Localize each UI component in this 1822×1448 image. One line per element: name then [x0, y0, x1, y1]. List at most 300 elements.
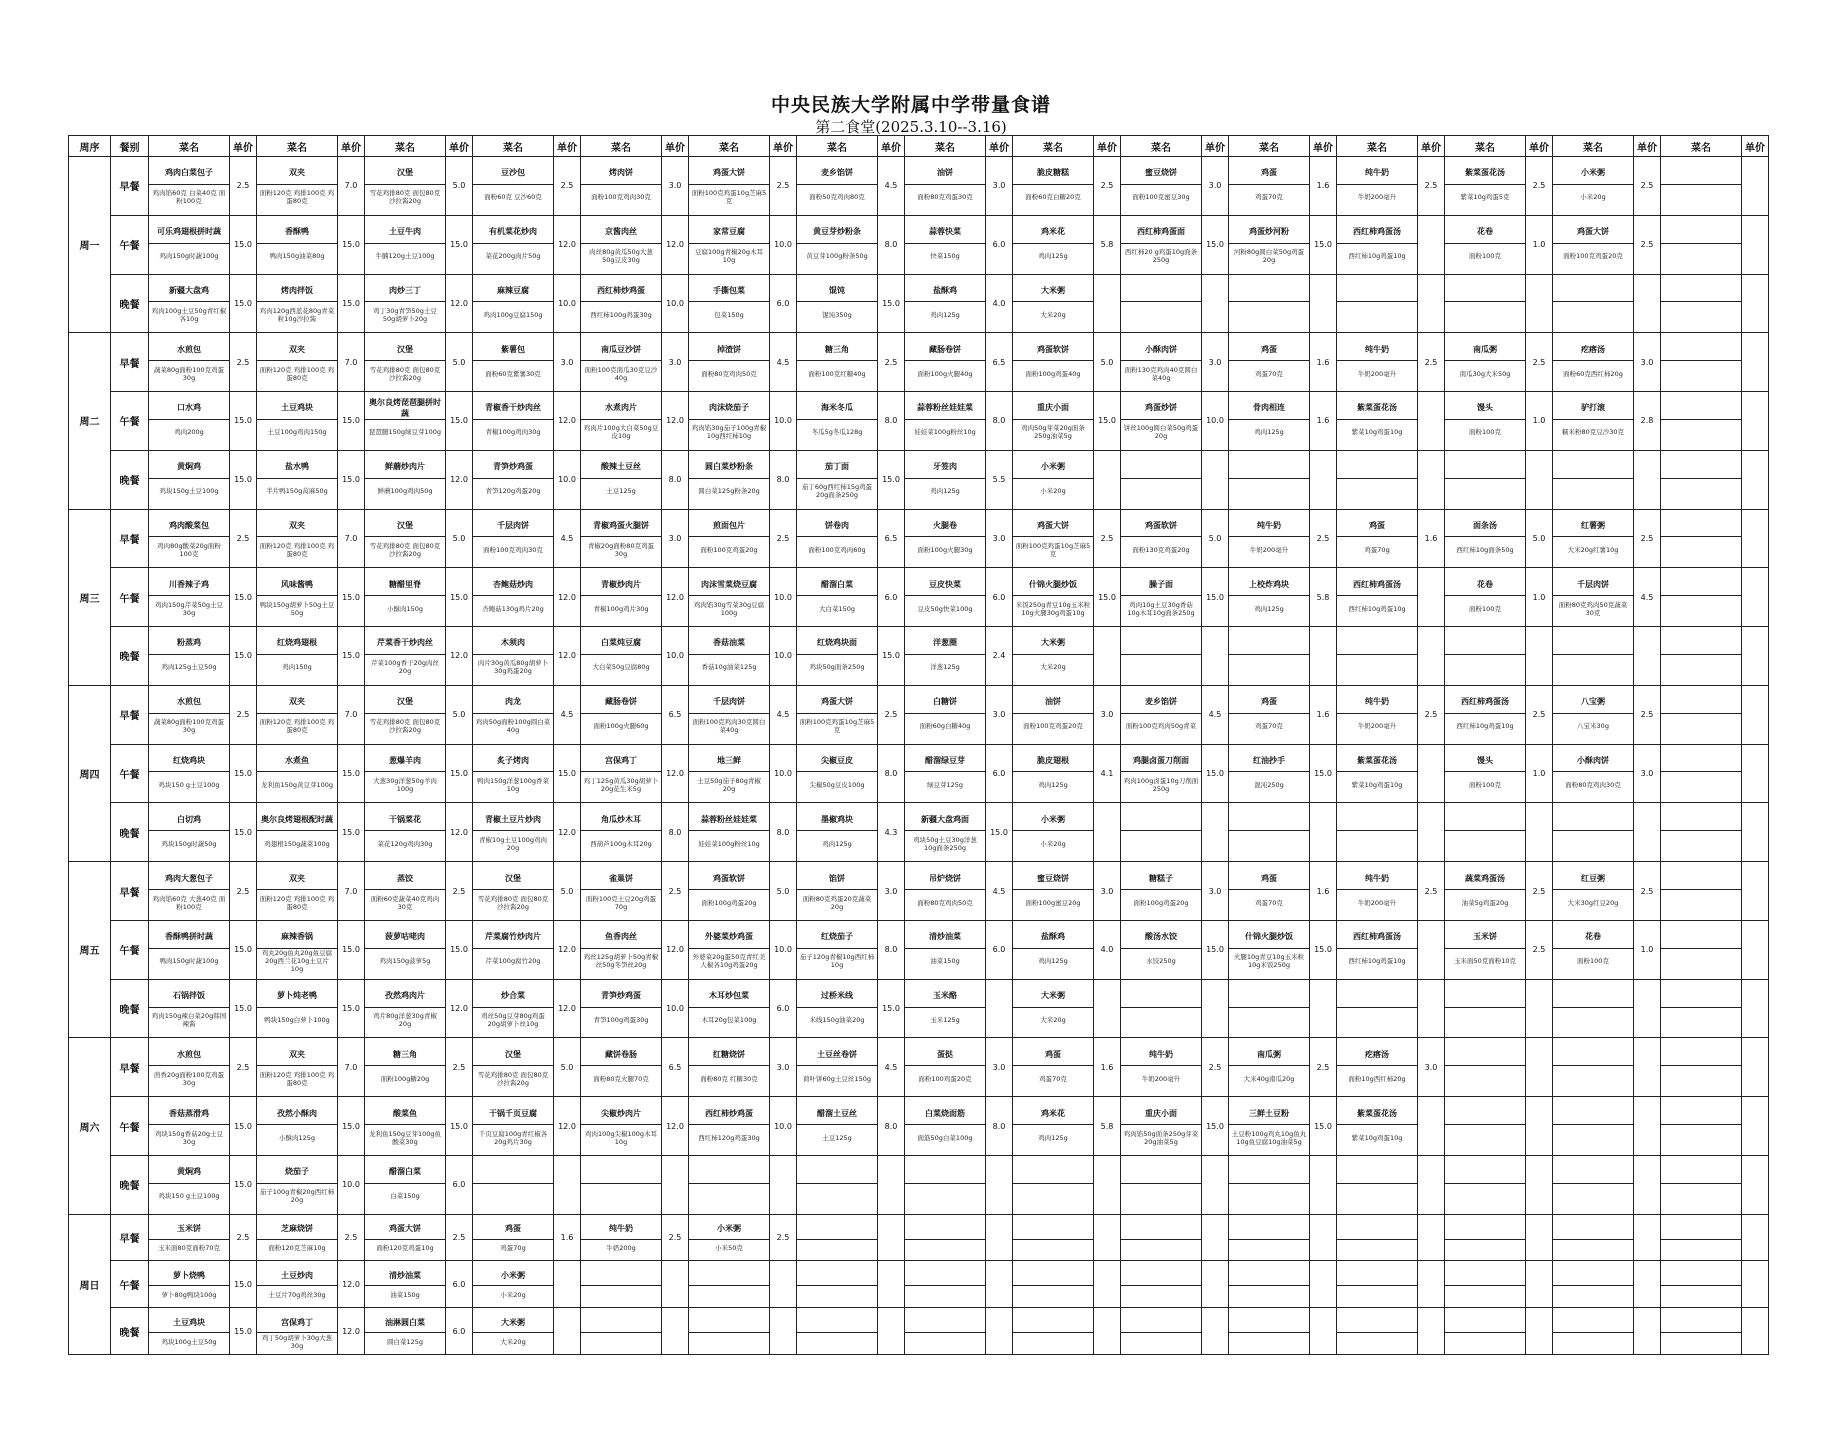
dish-price: 8.0	[662, 803, 689, 862]
dish-ingredients: 面粉100克鸡肉50g青菜	[1121, 713, 1201, 739]
dish-name: 菠萝咕咾肉	[385, 932, 425, 942]
dish-ingredients: 萝卜80g鸭块100g	[149, 1285, 229, 1303]
dish-ingredients: 鸡蛋70g	[473, 1239, 553, 1257]
dish-name: 大米粥	[1041, 991, 1065, 1001]
dish-name	[1121, 632, 1201, 654]
dish-name: 牙签肉	[933, 462, 957, 472]
dish-price: 7.0	[338, 157, 365, 216]
dish-ingredients: 鸡蛋70克	[1229, 713, 1309, 739]
dish-price	[986, 1308, 1013, 1355]
dish-cell	[905, 862, 986, 921]
dish-ingredients	[1553, 1124, 1633, 1150]
dish-price: 10.0	[554, 274, 581, 333]
dish-name: 蒜蓉粉丝娃娃菜	[917, 403, 973, 413]
dish-name	[1661, 691, 1741, 713]
dish-cell	[1013, 803, 1094, 862]
dish-ingredients	[1013, 1332, 1093, 1350]
dish-ingredients	[1121, 1239, 1201, 1257]
dish-ingredients	[1229, 1007, 1309, 1033]
dish-cell	[1445, 450, 1526, 509]
dish-cell	[797, 862, 878, 921]
dish-cell	[473, 744, 554, 803]
dish-ingredients	[1553, 830, 1633, 856]
dish-cell	[257, 862, 338, 921]
dish-ingredients: 外婆菜20g蛋50克青红美人椒各10g鸡蛋20g	[689, 948, 769, 974]
dish-ingredients: 面粉100克红糖40g	[797, 360, 877, 386]
dish-cell	[473, 274, 554, 333]
dish-cell	[257, 157, 338, 216]
dish-name: 汉堡	[505, 873, 521, 883]
dish-name	[1013, 1219, 1093, 1239]
meal-row	[69, 509, 1769, 568]
dish-ingredients	[1337, 1239, 1417, 1257]
dish-cell	[365, 568, 446, 627]
dish-name: 蛋挞	[937, 1049, 953, 1059]
dish-ingredients	[1661, 654, 1741, 680]
dish-price: 15.0	[338, 920, 365, 979]
dish-ingredients: 半片鸭150g莴麻50g	[257, 478, 337, 504]
dish-cell	[1445, 1038, 1526, 1097]
dish-price	[1310, 450, 1337, 509]
day-group	[69, 862, 1769, 1038]
dish-cell	[1661, 685, 1742, 744]
header-price: 单价	[986, 136, 1013, 157]
dish-ingredients	[1229, 1183, 1309, 1209]
dish-ingredients: 鸡块50g面条250g	[797, 654, 877, 680]
dish-cell	[365, 744, 446, 803]
dish-ingredients: 大米20g	[1013, 654, 1093, 680]
dish-price	[1526, 1214, 1553, 1261]
dish-cell	[1553, 862, 1634, 921]
dish-ingredients: 西红柿10g鸡蛋10g	[1337, 595, 1417, 621]
dish-ingredients: 面粉130克鸡蛋20g	[1121, 536, 1201, 562]
dish-price: 3.0	[878, 862, 905, 921]
dish-price	[1418, 1261, 1445, 1308]
dish-cell	[1229, 215, 1310, 274]
dish-name: 清炒油菜	[929, 932, 961, 942]
dish-cell	[149, 744, 230, 803]
dish-price: 12.0	[662, 1097, 689, 1156]
dish-name: 小米粥	[717, 1224, 741, 1234]
dish-ingredients: 小米50克	[689, 1239, 769, 1257]
meal-row	[69, 1308, 1769, 1355]
dish-name: 鸡蛋炒饼	[1145, 403, 1177, 413]
dish-cell	[1013, 1214, 1094, 1261]
dish-name: 油淋圆白菜	[385, 1317, 425, 1327]
dish-price: 12.0	[554, 920, 581, 979]
dish-name: 豆沙包	[501, 168, 525, 178]
dish-name	[1121, 279, 1201, 301]
dish-ingredients	[1553, 1239, 1633, 1257]
dish-cell	[473, 1261, 554, 1308]
dish-price	[1526, 627, 1553, 686]
dish-cell	[581, 979, 662, 1038]
dish-name	[1445, 1102, 1525, 1124]
dish-price	[1418, 627, 1445, 686]
dish-cell	[1337, 803, 1418, 862]
dish-price: 1.6	[554, 1214, 581, 1261]
dish-name: 外婆菜炒鸡蛋	[705, 932, 753, 942]
dish-price: 10.0	[770, 392, 797, 451]
dish-name	[1661, 338, 1741, 360]
dish-name: 干锅千页豆腐	[489, 1108, 537, 1118]
dish-name	[689, 1312, 769, 1332]
dish-cell	[1337, 392, 1418, 451]
dish-ingredients	[1553, 1007, 1633, 1033]
meal-row	[69, 274, 1769, 333]
dish-price: 6.0	[446, 1261, 473, 1308]
dish-cell	[797, 920, 878, 979]
dish-price: 2.5	[230, 333, 257, 392]
dish-ingredients: 大米20g	[1013, 301, 1093, 327]
dish-price: 15.0	[446, 215, 473, 274]
dish-name: 青椒鸡蛋火腿饼	[593, 520, 649, 530]
dish-ingredients: 大米30g红豆20g	[1553, 889, 1633, 915]
dish-name: 双夹	[289, 168, 305, 178]
dish-ingredients: 鸡肉125g	[1013, 771, 1093, 797]
dish-name: 纯牛奶	[1149, 1049, 1173, 1059]
dish-cell	[1661, 1261, 1742, 1308]
dish-price: 3.0	[986, 157, 1013, 216]
dish-ingredients	[1661, 301, 1741, 327]
dish-price	[662, 1155, 689, 1214]
dish-name: 白菜炖豆腐	[601, 638, 641, 648]
dish-ingredients: 鸡块50g土豆30g洋葱10g面条250g	[905, 830, 985, 856]
dish-cell	[1445, 157, 1526, 216]
dish-price	[1526, 1155, 1553, 1214]
dish-price: 12.0	[662, 744, 689, 803]
dish-cell	[1445, 1097, 1526, 1156]
dish-ingredients: 鸡蛋70g	[1337, 536, 1417, 562]
dish-cell	[1553, 509, 1634, 568]
dish-name	[1661, 1312, 1741, 1332]
dish-name: 脆皮糖糕	[1037, 168, 1069, 178]
dish-name	[1229, 1161, 1309, 1183]
dish-cell	[149, 215, 230, 274]
dish-ingredients: 土豆粉100g鸡丸10g鱼丸10g鱼豆腐10g油菜5g	[1229, 1124, 1309, 1150]
dish-name	[1445, 279, 1525, 301]
dish-ingredients	[1661, 478, 1741, 504]
dish-ingredients: 鸡肉馅60克 大葱40克 面粉100克	[149, 889, 229, 915]
dish-name: 西红柿鸡蛋面	[1137, 227, 1185, 237]
dish-ingredients: 大米20g	[1013, 1007, 1093, 1033]
header-dish: 菜名	[1445, 136, 1526, 157]
dish-ingredients: 豆腐100g青椒20g木耳10g	[689, 243, 769, 269]
dish-cell	[689, 1038, 770, 1097]
dish-cell	[149, 685, 230, 744]
dish-price: 15.0	[338, 450, 365, 509]
dish-name: 青笋炒鸡蛋	[493, 462, 533, 472]
dish-name	[1445, 808, 1525, 830]
dish-name	[1229, 1265, 1309, 1285]
dish-ingredients: 茄子120g青椒10g西红柿10g	[797, 948, 877, 974]
meal-label: 晚餐	[111, 979, 149, 1038]
dish-price	[1634, 1038, 1661, 1097]
dish-cell	[581, 920, 662, 979]
dish-cell	[1661, 627, 1742, 686]
dish-name: 红烧鸡翅根	[277, 638, 317, 648]
dish-cell	[1661, 274, 1742, 333]
dish-ingredients: 冬瓜5g冬瓜128g	[797, 419, 877, 445]
dish-name: 紫菜蛋花汤	[1357, 1108, 1397, 1118]
dish-price: 2.5	[446, 862, 473, 921]
dish-ingredients	[1661, 1065, 1741, 1091]
dish-cell	[581, 274, 662, 333]
dish-cell	[1229, 1155, 1310, 1214]
dish-price: 15.0	[338, 568, 365, 627]
dish-name: 鸡蛋	[1045, 1049, 1061, 1059]
dish-cell	[149, 157, 230, 216]
dish-name	[581, 1161, 661, 1183]
dish-ingredients	[1553, 1285, 1633, 1303]
dish-price	[1742, 1214, 1769, 1261]
dish-name: 双夹	[289, 520, 305, 530]
dish-ingredients: 牛奶200毫升	[1337, 184, 1417, 210]
dish-ingredients: 鸡蛋70克	[1229, 184, 1309, 210]
dish-ingredients: 牛奶200毫升	[1121, 1065, 1201, 1091]
dish-ingredients	[797, 1332, 877, 1350]
dish-price	[1310, 979, 1337, 1038]
dish-cell	[797, 215, 878, 274]
header-price: 单价	[1526, 136, 1553, 157]
dish-ingredients: 面粉100克鸡蛋10g芝麻5克	[797, 713, 877, 739]
dish-name: 青椒炒肉片	[601, 579, 641, 589]
dish-price	[1418, 1155, 1445, 1214]
dish-ingredients: 面粉100g鸡蛋40g	[1013, 360, 1093, 386]
dish-ingredients: 鸡块100g土豆50g	[149, 1332, 229, 1350]
dish-cell	[1229, 333, 1310, 392]
dish-ingredients: 青椒100g鸡片30g	[581, 595, 661, 621]
dish-ingredients	[797, 1285, 877, 1303]
dish-name: 黄焖鸡	[177, 462, 201, 472]
dish-ingredients	[1121, 830, 1201, 856]
dish-price: 2.4	[986, 627, 1013, 686]
dish-name	[1121, 456, 1201, 478]
dish-cell	[1661, 157, 1742, 216]
header-week: 周序	[69, 136, 111, 157]
day-label: 周一	[69, 157, 111, 333]
dish-name: 火腿卷	[933, 520, 957, 530]
dish-price: 2.5	[1418, 157, 1445, 216]
dish-price: 2.5	[1094, 509, 1121, 568]
meal-label: 午餐	[111, 1097, 149, 1156]
dish-cell	[905, 509, 986, 568]
dish-name: 可乐鸡翅根拼时蔬	[157, 227, 221, 237]
header-price: 单价	[878, 136, 905, 157]
dish-cell	[257, 509, 338, 568]
dish-ingredients	[473, 1183, 553, 1209]
dish-cell	[1121, 215, 1202, 274]
dish-price	[1742, 862, 1769, 921]
dish-price: 15.0	[878, 450, 905, 509]
dish-name	[1661, 1043, 1741, 1065]
dish-name	[1337, 1312, 1417, 1332]
dish-name	[1661, 279, 1741, 301]
dish-cell	[1229, 862, 1310, 921]
header-dish: 菜名	[1229, 136, 1310, 157]
dish-ingredients	[1445, 654, 1525, 680]
dish-price: 12.0	[662, 392, 689, 451]
dish-name: 紫菜蛋花汤	[1357, 403, 1397, 413]
dish-cell	[365, 215, 446, 274]
dish-cell	[1445, 685, 1526, 744]
dish-ingredients	[1661, 1332, 1741, 1350]
dish-cell	[1553, 1155, 1634, 1214]
dish-ingredients: 小酥肉125g	[257, 1124, 337, 1150]
dish-ingredients: 娃娃菜100g粉丝10g	[689, 830, 769, 856]
dish-ingredients: 鸡丝125g胡萝卜50g青椒丝50g冬笋丝20g	[581, 948, 661, 974]
dish-ingredients: 尖椒50g豆皮100g	[797, 771, 877, 797]
dish-cell	[1229, 392, 1310, 451]
dish-ingredients: 面粉80克鸡肉30克	[1553, 771, 1633, 797]
dish-cell	[581, 685, 662, 744]
dish-cell	[905, 157, 986, 216]
dish-ingredients: 鸡丁30g青笋50g土豆50g胡萝卜20g	[365, 301, 445, 327]
dish-name: 鸡蛋软饼	[1037, 344, 1069, 354]
dish-cell	[1553, 979, 1634, 1038]
dish-name: 尖椒炒肉片	[601, 1108, 641, 1118]
dish-price: 5.8	[1094, 215, 1121, 274]
dish-name: 西红柿炒鸡蛋	[597, 285, 645, 295]
dish-cell	[1445, 274, 1526, 333]
header-price: 单价	[446, 136, 473, 157]
dish-ingredients: 面粉60克蔬菜40克鸡肉30克	[365, 889, 445, 915]
dish-name: 酸汤水饺	[1145, 932, 1177, 942]
dish-name	[1121, 808, 1201, 830]
dish-cell	[905, 1261, 986, 1308]
dish-ingredients: 面粉100克	[1445, 595, 1525, 621]
dish-ingredients	[1661, 1183, 1741, 1209]
dish-price: 1.0	[1526, 392, 1553, 451]
dish-price: 2.5	[1526, 685, 1553, 744]
dish-cell	[149, 568, 230, 627]
dish-price: 8.0	[878, 1097, 905, 1156]
header-price: 单价	[554, 136, 581, 157]
dish-ingredients: 鸡块150 g土豆100g	[149, 771, 229, 797]
dish-name: 糖糕子	[1149, 873, 1173, 883]
dish-cell	[1337, 627, 1418, 686]
dish-cell	[1121, 1097, 1202, 1156]
dish-name: 醋溜白菜	[821, 579, 853, 589]
dish-name: 孜然小酥肉	[277, 1108, 317, 1118]
dish-ingredients: 南瓜30g大米50g	[1445, 360, 1525, 386]
dish-cell	[1229, 1308, 1310, 1355]
dish-ingredients	[797, 1239, 877, 1257]
dish-ingredients: 蔬菜80g面粉100克鸡蛋30g	[149, 713, 229, 739]
dish-price: 4.1	[1094, 744, 1121, 803]
dish-ingredients: 面粉120克 鸡排100克 鸡蛋80克	[257, 536, 337, 562]
dish-price: 15.0	[446, 920, 473, 979]
dish-price	[1742, 627, 1769, 686]
dish-ingredients: 面筋50g白菜100g	[905, 1124, 985, 1150]
dish-name	[1229, 632, 1309, 654]
dish-name	[689, 1265, 769, 1285]
dish-ingredients: 茴香20g面粉100克鸡蛋30g	[149, 1065, 229, 1091]
dish-price: 3.0	[1094, 685, 1121, 744]
dish-ingredients: 面粉120克 鸡排100克 鸡蛋80克	[257, 360, 337, 386]
dish-ingredients: 西红柿10g鸡蛋10g	[1337, 948, 1417, 974]
dish-cell	[1661, 1155, 1742, 1214]
dish-ingredients: 洋葱125g	[905, 654, 985, 680]
dish-cell	[365, 157, 446, 216]
dish-ingredients: 紫菜10g鸡蛋10g	[1337, 419, 1417, 445]
dish-cell	[149, 392, 230, 451]
dish-name	[1337, 985, 1417, 1007]
dish-ingredients	[1337, 654, 1417, 680]
dish-price: 2.5	[230, 509, 257, 568]
dish-name: 盐酥鸡	[933, 285, 957, 295]
dish-price: 3.0	[554, 333, 581, 392]
dish-name	[1661, 221, 1741, 243]
dish-name	[1553, 985, 1633, 1007]
dish-name: 葱爆羊肉	[389, 755, 421, 765]
meal-row	[69, 568, 1769, 627]
dish-ingredients	[581, 1183, 661, 1209]
dish-cell	[905, 803, 986, 862]
dish-ingredients: 面粉100克鸡蛋20g	[689, 536, 769, 562]
dish-ingredients: 面粉100克鸡蛋20克	[1553, 243, 1633, 269]
dish-ingredients: 鸡丁50g胡萝卜30g大葱30g	[257, 1332, 337, 1350]
dish-ingredients: 面粉100克鸡肉30克	[581, 184, 661, 210]
dish-ingredients: 香菇10g油菜125g	[689, 654, 769, 680]
dish-cell	[1661, 862, 1742, 921]
dish-cell	[473, 627, 554, 686]
menu-table	[68, 135, 1769, 1355]
dish-price: 12.0	[662, 215, 689, 274]
dish-price: 3.0	[1634, 333, 1661, 392]
dish-name: 疙瘩汤	[1581, 344, 1605, 354]
dish-name: 烤肉拌饭	[281, 285, 313, 295]
dish-price: 2.5	[338, 1214, 365, 1261]
meal-label: 早餐	[111, 509, 149, 568]
dish-name: 鸡肉白菜包子	[165, 168, 213, 178]
dish-name: 鸡蛋炒河粉	[1249, 227, 1289, 237]
dish-cell	[257, 215, 338, 274]
dish-name: 红烧鸡块	[173, 755, 205, 765]
dish-name	[1229, 985, 1309, 1007]
dish-price: 3.0	[662, 509, 689, 568]
dish-name: 香酥鸭	[285, 227, 309, 237]
dish-name: 白菜烧面筋	[925, 1108, 965, 1118]
dish-name: 鸡蛋软饼	[713, 873, 745, 883]
dish-price	[1310, 1308, 1337, 1355]
dish-ingredients: 娃娃菜100g粉丝10g	[905, 419, 985, 445]
dish-cell	[1229, 568, 1310, 627]
dish-name: 汉堡	[397, 520, 413, 530]
dish-price: 5.0	[446, 157, 473, 216]
dish-name: 大米粥	[1041, 285, 1065, 295]
dish-price	[1742, 392, 1769, 451]
dish-name	[1661, 1102, 1741, 1124]
dish-price	[1742, 685, 1769, 744]
dish-name	[1661, 1219, 1741, 1239]
dish-ingredients	[1121, 1183, 1201, 1209]
dish-name: 红糖烧饼	[713, 1049, 745, 1059]
dish-price	[1526, 1038, 1553, 1097]
dish-price: 10.0	[554, 450, 581, 509]
dish-name: 酸辣土豆丝	[601, 462, 641, 472]
dish-price	[1526, 803, 1553, 862]
dish-ingredients: 米饭250g青豆10g玉米粒10g火腿30g鸡蛋10g	[1013, 595, 1093, 621]
dish-cell	[149, 862, 230, 921]
dish-ingredients	[1661, 1124, 1741, 1150]
dish-ingredients	[1661, 184, 1741, 210]
dish-ingredients	[1661, 889, 1741, 915]
dish-ingredients: 肉片30g黄瓜80g胡萝卜30g鸡蛋20g	[473, 654, 553, 680]
dish-name: 鸡蛋	[1261, 344, 1277, 354]
dish-name	[1661, 1161, 1741, 1183]
dish-price	[1310, 274, 1337, 333]
